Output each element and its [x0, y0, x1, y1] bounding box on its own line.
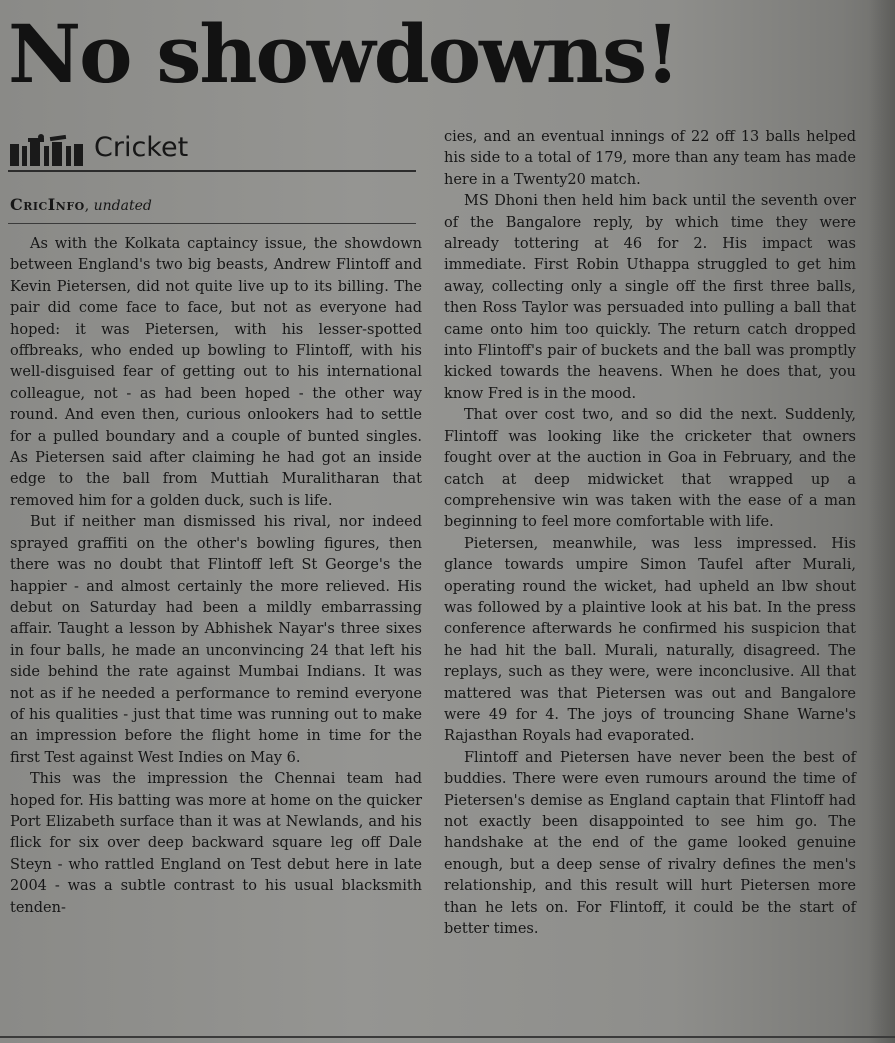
article-paragraph: As with the Kolkata captaincy issue, the showdown between England's two big beasts, Andrew Flintoff and Kevin Pietersen, did not quite live up to its billing. The pair did come face to face, but not as everyone had hoped: it was Pietersen, with his lesser-spotted offbreaks, who ended up bowling to Flintoff, with his well-disguised fear of getting out to his international colleague, not - as had been hoped - the other way round. And even then, curious onlookers had to settle for a pulled boundary and a couple of bunted singles. As Pietersen said after claiming he had got an inside edge to the ball from Muttiah Muralitharan that removed him for a golden duck, such is life.: [10, 236, 422, 509]
byline-source: CricInfo: [10, 195, 85, 214]
article-column-right: [444, 127, 856, 940]
article-headline: No showdowns!: [8, 7, 679, 101]
article-paragraph: That over cost two, and so did the next. Suddenly, Flintoff was looking like the cricketer that owners fought over at the auction in Goa in February, and the catch at deep midwicket that wrapped up a comprehensive win was taken with the ease of a man beginning to feel more comfortable with life.: [444, 407, 856, 531]
section-header: [8, 128, 416, 174]
byline-divider: [8, 223, 416, 224]
article-paragraph: This was the impression the Chennai team had hoped for. His batting was more at home on the quicker Port Elizabeth surface than it was at Newlands, and his flick for six over deep backward square leg off Dale Steyn - who rattled England on Test debut here in late 2004 - was a subtle contrast to his usual blacksmith tenden-: [10, 771, 422, 916]
article-paragraph: MS Dhoni then held him back until the seventh over of the Bangalore reply, by which time they were already tottering at 46 for 2. His impact was immediate. First Robin Uthappa struggled to get him away, collecting only a single off the first three balls, then Ross Taylor was persuaded into pulling a ball that came onto him too quickly. The return catch dropped into Flintoff's pair of buckets and the ball was promptly kicked towards the heavens. When he does that, you know Fred is in the mood.: [444, 193, 856, 402]
section-divider: [8, 170, 416, 172]
bottom-divider: [0, 1036, 895, 1038]
article-paragraph: Pietersen, meanwhile, was less impressed. His glance towards umpire Simon Taufel after Murali, operating round the wicket, had upheld an lbw shout was followed by a plaintive look at his bat. In the press conference afterwards he confirmed his suspicion that he had hit the ball. Murali, naturally, disagreed. The replays, such as they were, were inconclusive. All that mattered was that Pietersen was out and Bangalore were 49 for 4. The joys of trouncing Shane Warne's Rajasthan Royals had evaporated.: [444, 535, 856, 745]
page-edge-shadow: [869, 0, 895, 1043]
byline-date: undated: [93, 198, 152, 214]
article-paragraph: Flintoff and Pietersen have never been the best of buddies. There were even rumours around the time of Pietersen's demise as England captain that Flintoff had not exactly been disappointed to see him go. The handshake at the end of the game looked genuine enough, but a deep sense of rivalry defines the men's relationship, and this result will hurt Pietersen more than he lets on. For Flintoff, it could be the start of better times.: [444, 749, 856, 938]
cricket-wickets-logo-icon: [8, 134, 90, 168]
article-paragraph: But if neither man dismissed his rival, nor indeed sprayed graffiti on the other's bowling figures, then there was no doubt that Flintoff left St George's the happier - and almost certainly the more relieved. His debut on Saturday had been a mildly embarrassing affair. Taught a lesson by Abhishek Nayar's three sixes in four balls, he made an unconvincing 24 that left his side behind the rate against Mumbai Indians. It was not as if he needed a performance to remind everyone of his qualities - just that time was running out to make an impression before the flight home in time for the first Test against West Indies on May 6.: [10, 514, 422, 766]
section-title: Cricket: [94, 132, 189, 163]
byline: CricInfo, undated: [10, 195, 152, 214]
article-column-left: [10, 234, 422, 919]
article-paragraph: cies, and an eventual innings of 22 off 13 balls helped his side to a total of 179, more than any team has made here in a Twenty20 match.: [444, 129, 856, 188]
